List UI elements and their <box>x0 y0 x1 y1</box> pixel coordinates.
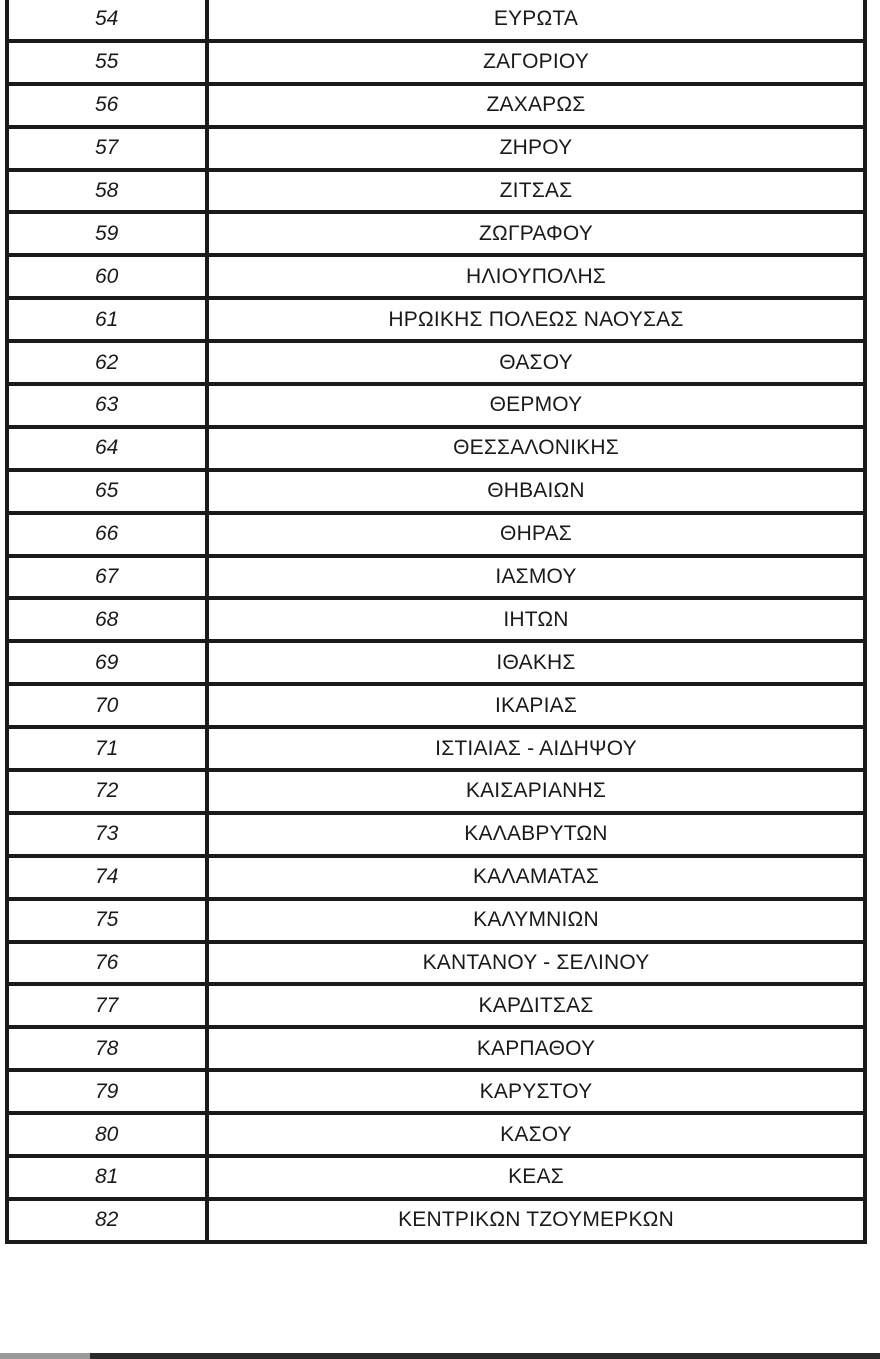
table-row <box>7 212 865 255</box>
municipality-name-cell: ΙΣΤΙΑΙΑΣ - ΑΙΔΗΨΟΥ <box>207 727 865 770</box>
municipality-name-cell: ΘΗΡΑΣ <box>207 513 865 556</box>
municipality-name-cell: ΚΑΛΥΜΝΙΩΝ <box>207 899 865 942</box>
municipality-name-cell: ΚΑΡΠΑΘΟΥ <box>207 1027 865 1070</box>
table-row <box>7 942 865 985</box>
row-number-cell: 74 <box>7 856 207 899</box>
table-row <box>7 1070 865 1113</box>
table-row <box>7 170 865 213</box>
table-row <box>7 127 865 170</box>
row-number-cell: 71 <box>7 727 207 770</box>
row-number-cell: 72 <box>7 770 207 813</box>
row-number-cell: 78 <box>7 1027 207 1070</box>
municipality-name-cell: ΘΑΣΟΥ <box>207 341 865 384</box>
row-number-cell: 66 <box>7 513 207 556</box>
table-row <box>7 1027 865 1070</box>
row-number-cell: 65 <box>7 470 207 513</box>
municipality-name-cell: ΖΩΓΡΑΦΟΥ <box>207 212 865 255</box>
row-number-cell: 76 <box>7 942 207 985</box>
table-row <box>7 0 865 41</box>
row-number-cell: 73 <box>7 813 207 856</box>
table-row <box>7 813 865 856</box>
table-row <box>7 684 865 727</box>
municipality-name-cell: ΘΕΡΜΟΥ <box>207 384 865 427</box>
bottom-edge-left <box>0 1353 90 1359</box>
table-row <box>7 727 865 770</box>
municipality-name-cell: ΙΚΑΡΙΑΣ <box>207 684 865 727</box>
table-row <box>7 556 865 599</box>
table-row <box>7 1113 865 1156</box>
table-row <box>7 984 865 1027</box>
municipality-name-cell: ΚΑΛΑΜΑΤΑΣ <box>207 856 865 899</box>
row-number-cell: 54 <box>7 0 207 41</box>
row-number-cell: 60 <box>7 255 207 298</box>
municipality-name-cell: ΗΡΩΙΚΗΣ ΠΟΛΕΩΣ ΝΑΟΥΣΑΣ <box>207 298 865 341</box>
municipality-name-cell: ΗΛΙΟΥΠΟΛΗΣ <box>207 255 865 298</box>
municipality-name-cell: ΘΗΒΑΙΩΝ <box>207 470 865 513</box>
table-row <box>7 470 865 513</box>
bottom-edge <box>0 1353 880 1359</box>
table-row <box>7 1156 865 1199</box>
table-row <box>7 384 865 427</box>
municipality-name-cell: ΚΑΙΣΑΡΙΑΝΗΣ <box>207 770 865 813</box>
municipality-name-cell: ΚΕΝΤΡΙΚΩΝ ΤΖΟΥΜΕΡΚΩΝ <box>207 1199 865 1242</box>
row-number-cell: 69 <box>7 641 207 684</box>
municipality-name-cell: ΚΑΣΟΥ <box>207 1113 865 1156</box>
municipalities-table <box>5 0 867 1244</box>
row-number-cell: 61 <box>7 298 207 341</box>
table-row <box>7 899 865 942</box>
municipality-name-cell: ΚΑΡΥΣΤΟΥ <box>207 1070 865 1113</box>
row-number-cell: 77 <box>7 984 207 1027</box>
row-number-cell: 59 <box>7 212 207 255</box>
municipality-name-cell: ΙΘΑΚΗΣ <box>207 641 865 684</box>
row-number-cell: 62 <box>7 341 207 384</box>
row-number-cell: 58 <box>7 170 207 213</box>
table-row <box>7 1199 865 1242</box>
row-number-cell: 75 <box>7 899 207 942</box>
municipality-name-cell: ΙΗΤΩΝ <box>207 598 865 641</box>
municipalities-table-container <box>5 0 867 1244</box>
municipality-name-cell: ΘΕΣΣΑΛΟΝΙΚΗΣ <box>207 427 865 470</box>
row-number-cell: 82 <box>7 1199 207 1242</box>
municipality-name-cell: ΕΥΡΩΤΑ <box>207 0 865 41</box>
row-number-cell: 81 <box>7 1156 207 1199</box>
table-row <box>7 84 865 127</box>
table-row <box>7 41 865 84</box>
municipality-name-cell: ΙΑΣΜΟΥ <box>207 556 865 599</box>
table-row <box>7 255 865 298</box>
row-number-cell: 68 <box>7 598 207 641</box>
municipality-name-cell: ΖΗΡΟΥ <box>207 127 865 170</box>
municipality-name-cell: ΚΑΝΤΑΝΟΥ - ΣΕΛΙΝΟΥ <box>207 942 865 985</box>
row-number-cell: 80 <box>7 1113 207 1156</box>
row-number-cell: 64 <box>7 427 207 470</box>
row-number-cell: 67 <box>7 556 207 599</box>
table-row <box>7 513 865 556</box>
table-row <box>7 598 865 641</box>
table-row <box>7 298 865 341</box>
row-number-cell: 57 <box>7 127 207 170</box>
municipality-name-cell: ΚΑΡΔΙΤΣΑΣ <box>207 984 865 1027</box>
table-body <box>7 0 865 1242</box>
municipality-name-cell: ΖΑΧΑΡΩΣ <box>207 84 865 127</box>
municipality-name-cell: ΖΙΤΣΑΣ <box>207 170 865 213</box>
table-row <box>7 770 865 813</box>
table-row <box>7 341 865 384</box>
municipality-name-cell: ΚΕΑΣ <box>207 1156 865 1199</box>
row-number-cell: 79 <box>7 1070 207 1113</box>
table-row <box>7 427 865 470</box>
municipality-name-cell: ΖΑΓΟΡΙΟΥ <box>207 41 865 84</box>
table-row <box>7 856 865 899</box>
row-number-cell: 56 <box>7 84 207 127</box>
row-number-cell: 55 <box>7 41 207 84</box>
table-row <box>7 641 865 684</box>
row-number-cell: 70 <box>7 684 207 727</box>
municipality-name-cell: ΚΑΛΑΒΡΥΤΩΝ <box>207 813 865 856</box>
row-number-cell: 63 <box>7 384 207 427</box>
